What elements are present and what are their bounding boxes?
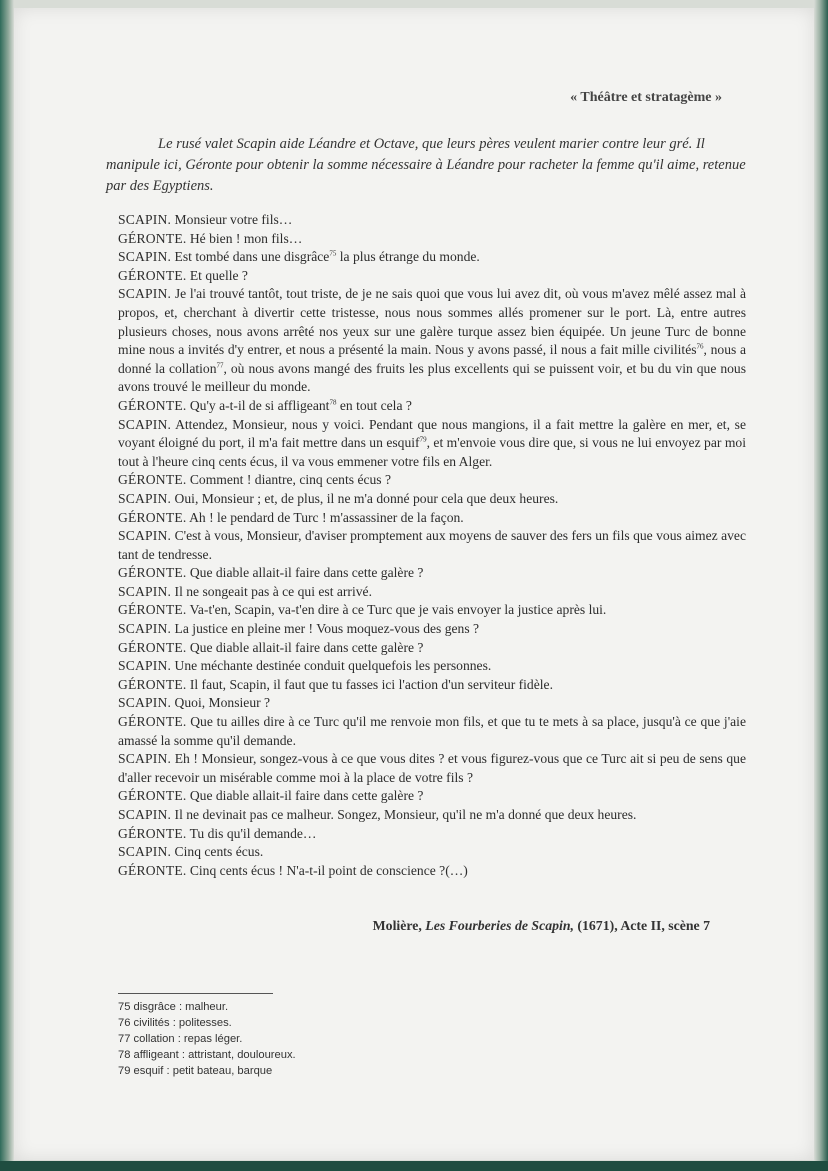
- speaker-name: GÉRONTE.: [118, 509, 187, 525]
- footnote-divider: [118, 993, 273, 994]
- speaker-name: GÉRONTE.: [118, 714, 187, 730]
- line-text: Il ne songeait pas à ce qui est arrivé.: [171, 583, 372, 599]
- dialogue-line: [118, 639, 746, 658]
- speaker-name: SCAPIN.: [118, 212, 172, 227]
- dialogue-line: [118, 806, 746, 825]
- speaker-name: SCAPIN.: [118, 416, 172, 432]
- dialogue-line: [118, 787, 746, 806]
- dialogue-line: [118, 509, 746, 528]
- speaker-name: GÉRONTE.: [118, 602, 187, 618]
- line-text: Va-t'en, Scapin, va-t'en dire à ce Turc que je vais envoyer la justice après lui.: [186, 602, 607, 618]
- dialogue-line: [118, 694, 746, 713]
- line-text: Est tombé dans une disgrâce: [171, 249, 330, 265]
- footnote-item: 77 collation : repas léger.: [118, 1033, 243, 1045]
- line-text: , nous a donné la collation: [118, 342, 746, 376]
- speaker-name: SCAPIN.: [118, 751, 172, 767]
- footnotes-list: [118, 999, 296, 1079]
- dialogue-line: [118, 676, 746, 695]
- dialogue-line: [118, 825, 746, 844]
- dialogue-line: [118, 416, 746, 472]
- footnote-ref: 79: [419, 435, 427, 444]
- speaker-name: GÉRONTE.: [118, 862, 187, 878]
- dialogue-line: [118, 601, 746, 620]
- speaker-name: GÉRONTE.: [118, 676, 187, 692]
- line-text: La justice en pleine mer ! Vous moquez-vous des gens ?: [171, 621, 480, 637]
- dialogue-line: [118, 490, 746, 509]
- speaker-name: GÉRONTE.: [118, 230, 187, 246]
- speaker-name: GÉRONTE.: [118, 472, 187, 488]
- line-text: Qu'y a-t-il de si affligeant: [186, 397, 330, 413]
- speaker-name: SCAPIN.: [118, 528, 172, 544]
- dialogue-line: [118, 843, 746, 862]
- speaker-name: SCAPIN.: [118, 807, 172, 822]
- line-text: Et quelle ?: [186, 267, 248, 283]
- footnote-item: 75 disgrâce : malheur.: [118, 1001, 229, 1013]
- speaker-name: SCAPIN.: [118, 583, 172, 599]
- attribution-details: (1671), Acte II, scène 7: [573, 918, 710, 933]
- dialogue-block: [118, 211, 746, 880]
- speaker-name: SCAPIN.: [118, 695, 172, 711]
- line-text: Attendez, Monsieur, nous y voici. Pendant que nous mangions, il a fait mettre la galère en mer, et, se voyant éloigné du port, il m'a fait mettre dans un esquif: [118, 416, 746, 451]
- line-text: Que tu ailles dire à ce Turc qu'il me renvoie mon fils, et que tu te mets à sa place, jusqu'à ce que j'aie amassé la somme qu'il demande.: [118, 714, 746, 748]
- dialogue-line: [118, 657, 746, 676]
- dialogue-line: [118, 397, 746, 416]
- footnote-item: 79 esquif : petit bateau, barque: [118, 1065, 273, 1077]
- line-text: Cinq cents écus.: [171, 844, 264, 860]
- speaker-name: GÉRONTE.: [118, 825, 187, 841]
- speaker-name: GÉRONTE.: [118, 639, 187, 655]
- line-text: , où nous avons mangé des fruits les plus excellents qui se puissent voir, et bu du vin que nous avons trouvé le meilleur du monde.: [118, 360, 747, 395]
- dialogue-line: [118, 471, 746, 490]
- line-text: Ah ! le pendard de Turc ! m'assassiner de la façon.: [186, 509, 464, 525]
- dialogue-line: [118, 267, 746, 286]
- line-text: Je l'ai trouvé tantôt, tout triste, de je ne sais quoi que vous lui avez dit, où vous m'avez mêlé assez mal à propos, et, cherchant à divertir cette tristesse, nous nous sommes allés promener sur le port. Là, entre autres plusieurs choses, nous avons arrêté nos yeux sur une galère turque assez bien équipée. Un jeune Turc de bonne mine nous a invités d'y entrer, et nous a présenté la main. Nous y avons passé, il nous a fait mille civilités: [118, 286, 746, 358]
- speaker-name: SCAPIN.: [118, 658, 172, 674]
- dialogue-line: [118, 527, 746, 564]
- dialogue-line: [118, 285, 746, 397]
- line-text: Hé bien ! mon fils…: [186, 230, 303, 246]
- line-text: Oui, Monsieur ; et, de plus, il ne m'a donné pour cela que deux heures.: [171, 490, 559, 506]
- dialogue-line: [118, 230, 746, 249]
- line-text: Comment ! diantre, cinq cents écus ?: [186, 472, 392, 488]
- line-text: en tout cela ?: [336, 397, 412, 413]
- dialogue-line: [118, 583, 746, 602]
- page-header-title: « Théâtre et stratagème »: [570, 90, 722, 105]
- footnote-item: 76 civilités : politesses.: [118, 1017, 232, 1029]
- line-text: Il faut, Scapin, il faut que tu fasses ici l'action d'un serviteur fidèle.: [186, 676, 553, 692]
- dialogue-line: [118, 750, 746, 787]
- speaker-name: GÉRONTE.: [118, 267, 187, 283]
- line-text: Cinq cents écus ! N'a-t-il point de conscience ?(…): [186, 862, 468, 878]
- line-text: Une méchante destinée conduit quelquefois les personnes.: [171, 658, 492, 674]
- dialogue-line: [118, 211, 746, 230]
- footnote-ref: 77: [216, 361, 224, 370]
- attribution-work: Les Fourberies de Scapin,: [425, 918, 574, 933]
- line-text: C'est à vous, Monsieur, d'aviser promptement aux moyens de sauver des fers un fils que vous aimez avec tant de tendresse.: [118, 528, 746, 562]
- binder-edge-right: [814, 0, 828, 1171]
- binder-edge-bottom: [0, 1161, 828, 1171]
- line-text: Monsieur votre fils…: [171, 212, 293, 227]
- footnote-ref: 76: [696, 342, 704, 351]
- intro-paragraph: [106, 134, 756, 197]
- footnote-ref: 78: [329, 398, 337, 407]
- line-text: Tu dis qu'il demande…: [186, 825, 317, 841]
- speaker-name: SCAPIN.: [118, 286, 172, 302]
- speaker-name: SCAPIN.: [118, 621, 172, 637]
- speaker-name: SCAPIN.: [118, 490, 172, 506]
- speaker-name: GÉRONTE.: [118, 788, 187, 804]
- dialogue-line: [118, 620, 746, 639]
- line-text: Que diable allait-il faire dans cette galère ?: [186, 639, 424, 655]
- attribution: [373, 918, 710, 934]
- line-text: , et m'envoie vous dire que, si vous ne lui envoyez par moi tout à l'heure cinq cents écus, il va vous emmener votre fils en Alger.: [118, 435, 747, 469]
- dialogue-line: [118, 713, 746, 750]
- dialogue-line: [118, 248, 746, 267]
- binder-edge-left: [0, 0, 14, 1171]
- footnote-item: 78 affligeant : attristant, douloureux.: [118, 1049, 296, 1061]
- speaker-name: GÉRONTE.: [118, 397, 187, 413]
- line-text: Eh ! Monsieur, songez-vous à ce que vous dites ? et vous figurez-vous que ce Turc ait si peu de sens que d'aller recevoir un misérable comme moi à la place de votre fils ?: [118, 751, 746, 785]
- speaker-name: GÉRONTE.: [118, 565, 187, 581]
- footnote-ref: 75: [329, 249, 337, 258]
- line-text: Quoi, Monsieur ?: [171, 695, 271, 711]
- speaker-name: SCAPIN.: [118, 249, 172, 265]
- speaker-name: SCAPIN.: [118, 844, 172, 860]
- dialogue-line: [118, 862, 746, 881]
- line-text: la plus étrange du monde.: [336, 249, 480, 265]
- line-text: Que diable allait-il faire dans cette galère ?: [186, 565, 424, 581]
- dialogue-line: [118, 564, 746, 583]
- intro-text: Le rusé valet Scapin aide Léandre et Octave, que leurs pères veulent marier contre leur gré. Il manipule ici, Géronte pour obtenir la somme nécessaire à Léandre pour racheter la femme qu'il aime, retenue par des Egyptiens.: [106, 136, 746, 194]
- attribution-author: Molière,: [372, 918, 426, 933]
- line-text: Que diable allait-il faire dans cette galère ?: [186, 788, 424, 804]
- document-page: [14, 8, 814, 1160]
- line-text: Il ne devinait pas ce malheur. Songez, Monsieur, qu'il ne m'a donné que deux heures.: [171, 807, 637, 822]
